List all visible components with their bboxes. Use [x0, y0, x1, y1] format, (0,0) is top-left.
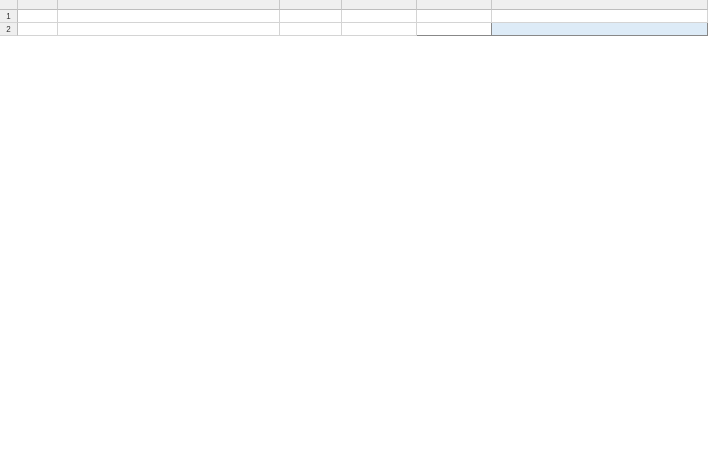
cell[interactable]	[280, 10, 342, 23]
title-cell[interactable]	[342, 10, 417, 23]
column-header-row	[0, 0, 708, 10]
select-all-corner[interactable]	[0, 0, 18, 10]
col-header-a[interactable]	[18, 0, 58, 10]
cell[interactable]	[58, 23, 280, 36]
e-header[interactable]	[417, 23, 492, 36]
cell[interactable]	[280, 23, 342, 36]
col-header-e[interactable]	[417, 0, 492, 10]
col-header-d[interactable]	[342, 0, 417, 10]
cell[interactable]	[18, 10, 58, 23]
cell[interactable]	[58, 10, 280, 23]
col-header-b[interactable]	[58, 0, 280, 10]
row-2	[0, 23, 708, 36]
f-header[interactable]	[492, 23, 708, 36]
col-header-c[interactable]	[280, 0, 342, 10]
row-1	[0, 10, 708, 23]
cell[interactable]	[492, 10, 708, 23]
cell[interactable]	[342, 23, 417, 36]
cell[interactable]	[417, 10, 492, 23]
row-number[interactable]: 1	[0, 10, 18, 23]
cell[interactable]	[18, 23, 58, 36]
row-number[interactable]: 2	[0, 23, 18, 36]
col-header-f[interactable]	[492, 0, 708, 10]
